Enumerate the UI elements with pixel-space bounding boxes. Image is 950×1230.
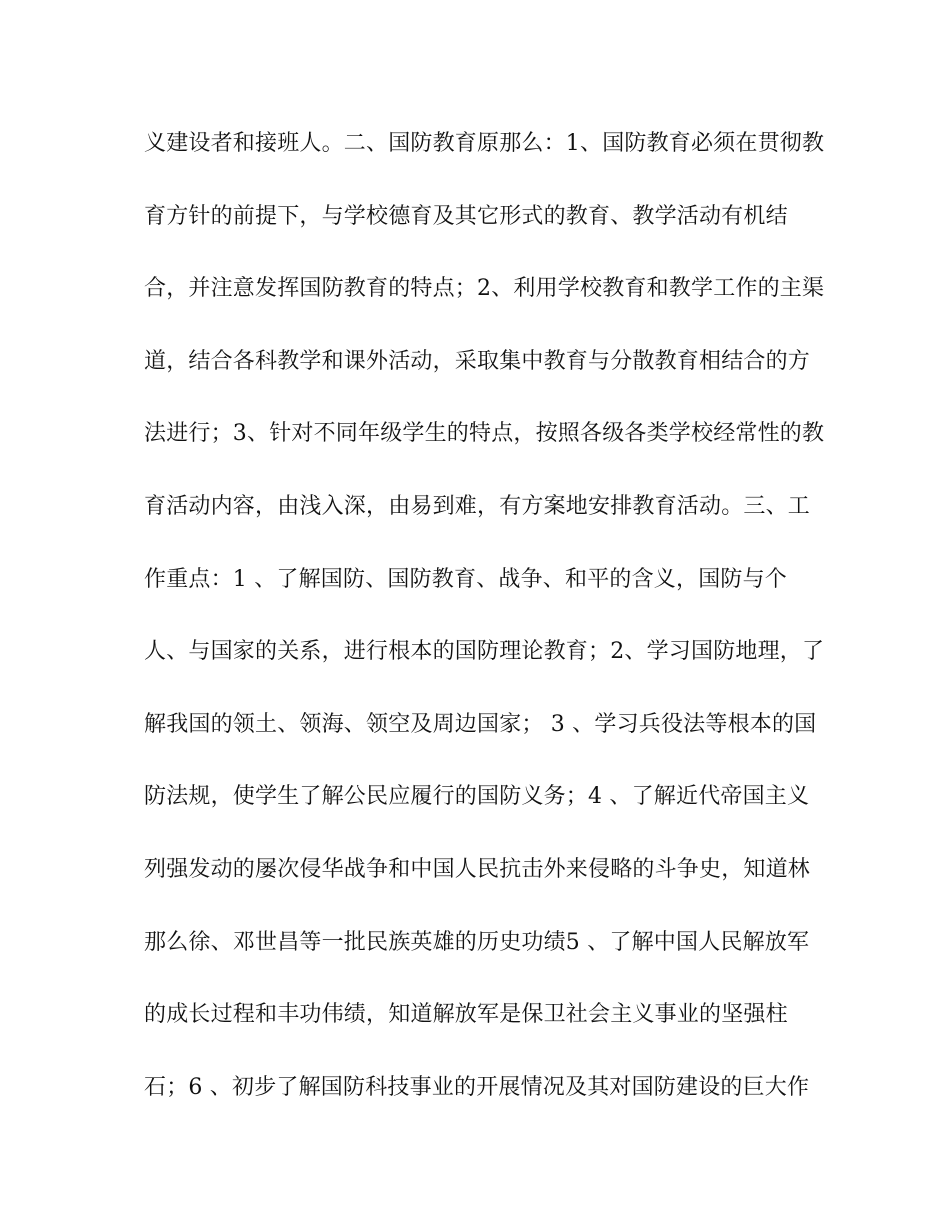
text-line: 作重点：1 、了解国防、国防教育、战争、和平的含义，国防与个 — [144, 566, 787, 592]
text-line: 解我国的领土、领海、领空及周边国家； 3 、学习兵役法等根本的国 — [144, 711, 817, 737]
text-line: 列强发动的屡次侵华战争和中国人民抗击外来侵略的斗争史，知道林 — [144, 856, 811, 882]
text-line: 育方针的前提下，与学校德育及其它形式的教育、教学活动有机结 — [144, 203, 788, 229]
text-line: 育活动内容，由浅入深，由易到难，有方案地安排教育活动。三、工 — [144, 493, 811, 519]
text-line: 人、与国家的关系，进行根本的国防理论教育；2、学习国防地理，了 — [144, 639, 824, 665]
text-line: 防法规，使学生了解公民应履行的国防义务；4 、了解近代帝国主义 — [144, 784, 810, 810]
body-text — [144, 124, 824, 1140]
text-line: 那么徐、邓世昌等一批民族英雄的历史功绩5 、了解中国人民解放军 — [144, 929, 810, 955]
text-line: 合，并注意发挥国防教育的特点；2、利用学校教育和教学工作的主渠 — [144, 276, 824, 302]
text-line: 的成长过程和丰功伟绩，知道解放军是保卫社会主义事业的坚强柱 — [144, 1002, 788, 1028]
text-line: 义建设者和接班人。二、国防教育原那么：1、国防教育必须在贯彻教 — [144, 131, 824, 156]
text-line: 石；6 、初步了解国防科技事业的开展情况及其对国防建设的巨大作 — [144, 1074, 810, 1100]
text-line: 道，结合各科教学和课外活动，采取集中教育与分散教育相结合的方 — [144, 348, 811, 374]
text-line: 法进行；3、针对不同年级学生的特点，按照各级各类学校经常性的教 — [144, 421, 824, 447]
